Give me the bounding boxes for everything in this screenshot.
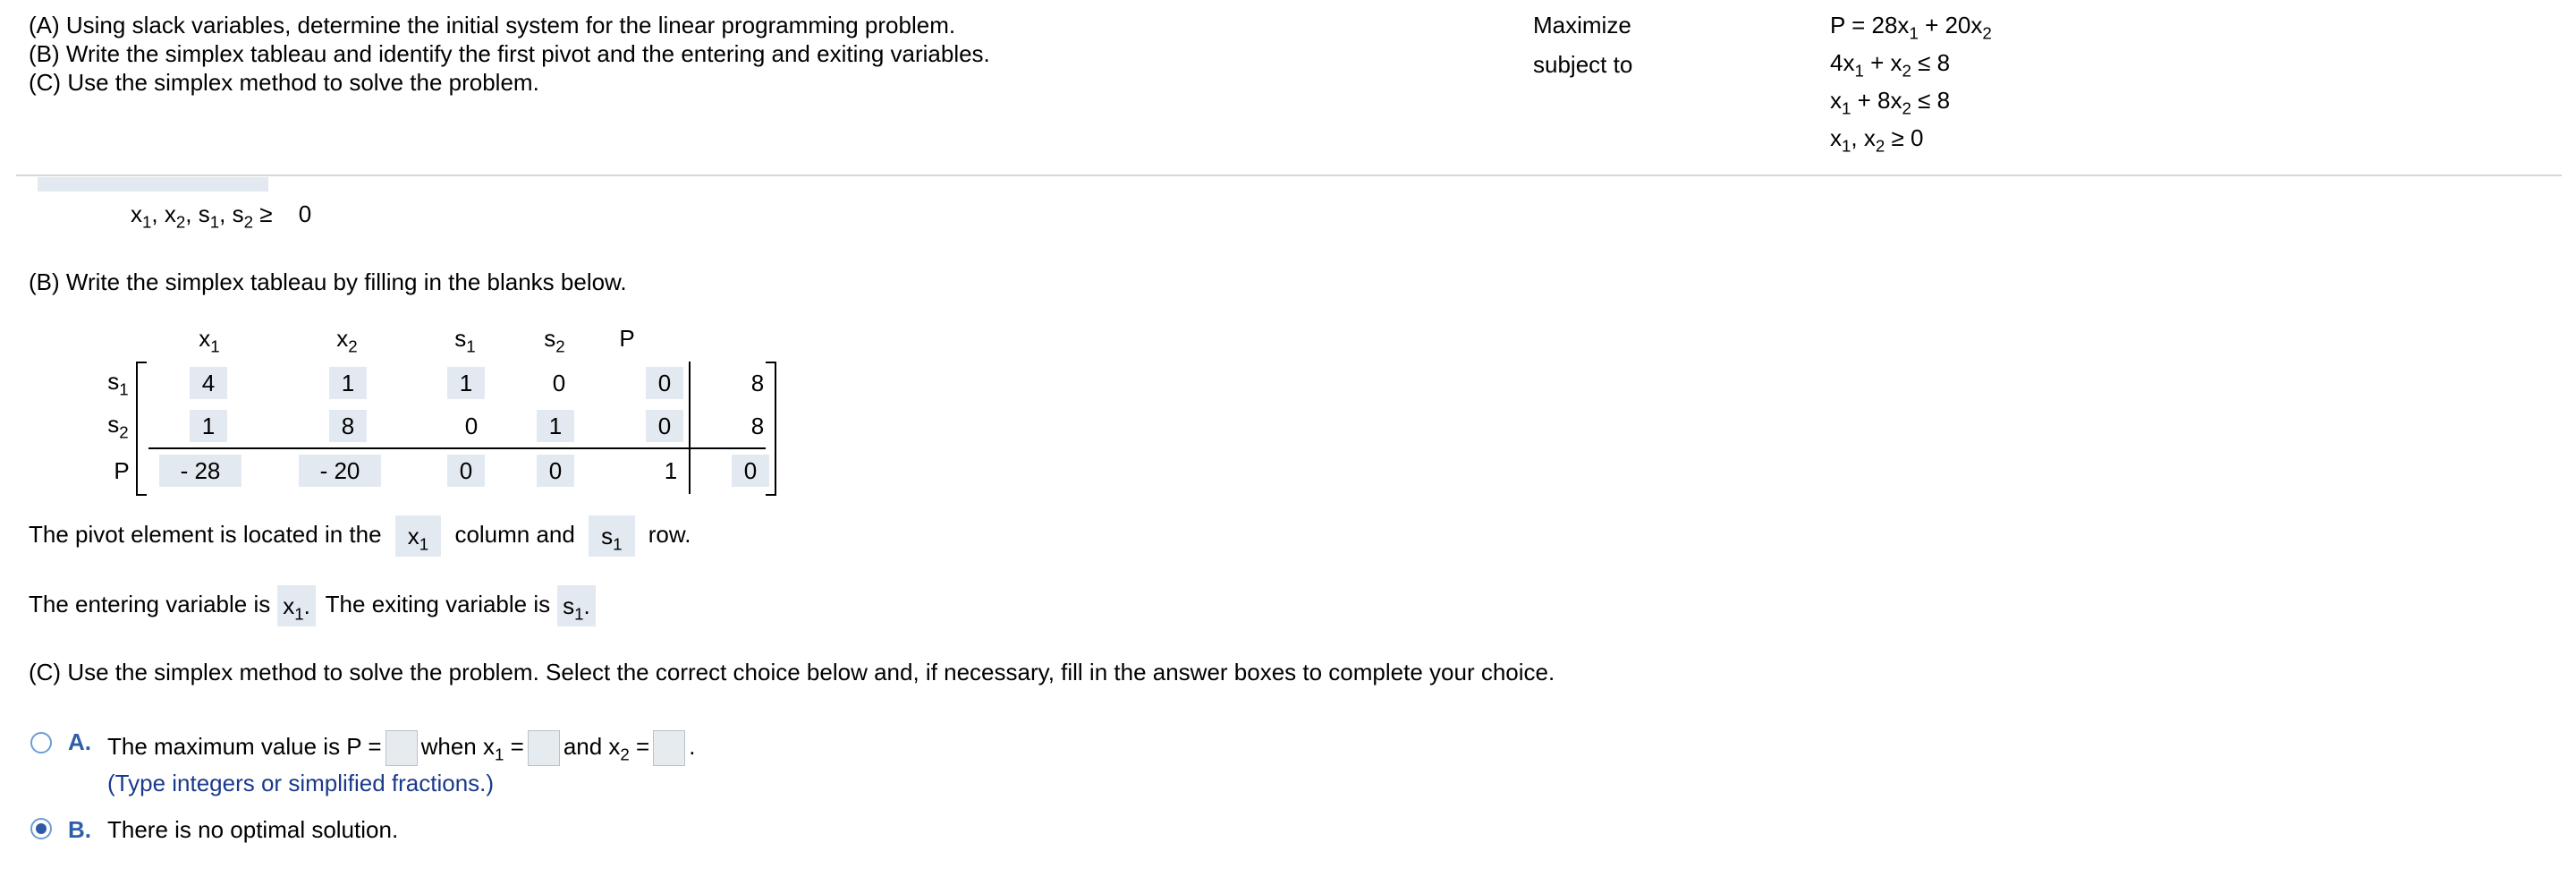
answer-box-x1[interactable]: [528, 730, 560, 766]
tableau-cell: 8: [750, 370, 765, 396]
tableau-cell[interactable]: 0: [447, 455, 485, 487]
answer-box-p[interactable]: [386, 730, 418, 766]
col-header-s2: $s_2$: [544, 325, 565, 356]
choice-a-letter: A.: [68, 728, 91, 755]
choice-a-note: (Type integers or simplified fractions.): [107, 770, 495, 796]
tableau-cell[interactable]: 0: [537, 455, 574, 487]
left-bracket: [136, 362, 147, 496]
pivot-column-answer[interactable]: $x_1$: [395, 515, 441, 557]
tableau-cell[interactable]: 0: [646, 367, 683, 399]
choice-b-letter: B.: [68, 816, 91, 843]
slack-nonnegativity: $x_1$, $x_2$, $s_1$, $s_2 \ge 0$: [131, 200, 312, 232]
tableau-cell[interactable]: 1: [190, 410, 227, 442]
tableau-cell[interactable]: - 28: [159, 455, 242, 487]
constraint-2: $x_1 + 8x_2 \le 8$: [1830, 87, 1951, 118]
answer-box-x2[interactable]: [653, 730, 685, 766]
objective-function: $P = 28x_1 + 20x_2$: [1830, 12, 1992, 43]
question-part-c: (C) Use the simplex method to solve the problem.: [29, 69, 539, 96]
tableau-cell: 0: [464, 413, 479, 439]
clipped-answer-row: [38, 177, 268, 192]
col-header-x2: $x_2$: [336, 325, 358, 356]
tableau-cell[interactable]: 1: [537, 410, 574, 442]
row-label-p: P: [114, 457, 130, 484]
col-header-s1: $s_1$: [454, 325, 476, 356]
part-c-prompt: (C) Use the simplex method to solve the problem. Select the correct choice below and, if necessary, fill in the answer boxes to complete your choice.: [29, 659, 1555, 685]
choice-b-text: There is no optimal solution.: [107, 816, 399, 843]
tableau-cell[interactable]: 1: [329, 367, 367, 399]
choice-b-radio[interactable]: [30, 818, 52, 839]
choice-a-text: The maximum value is P = when $x_1$ = and $x_2$ = .: [107, 727, 695, 766]
pivot-sentence: The pivot element is located in the $x_1$ column and $s_1$ row.: [29, 514, 691, 557]
question-part-a: (A) Using slack variables, determine the initial system for the linear programming problem.: [29, 12, 956, 38]
tableau-cell[interactable]: 1: [447, 367, 485, 399]
rhs-separator: [689, 362, 691, 494]
split-divider[interactable]: [16, 175, 2562, 176]
tableau-cell[interactable]: 8: [329, 410, 367, 442]
tableau-cell: 0: [552, 370, 566, 396]
tableau-cell[interactable]: 0: [646, 410, 683, 442]
tableau-cell: 8: [750, 413, 765, 439]
tableau-cell[interactable]: - 20: [299, 455, 381, 487]
constraint-1: $4x_1 + x_2 \le 8$: [1830, 49, 1951, 81]
entering-exiting-sentence: The entering variable is $x_1$. The exiting variable is $s_1$.: [29, 583, 596, 626]
entering-variable-answer[interactable]: $x_1$.: [277, 585, 316, 626]
col-header-x1: $x_1$: [199, 325, 220, 356]
part-b-prompt: (B) Write the simplex tableau by filling in the blanks below.: [29, 268, 627, 295]
maximize-label: Maximize: [1533, 12, 1631, 38]
objective-separator: [148, 447, 766, 449]
subject-to-label: subject to: [1533, 51, 1633, 78]
choice-a-radio[interactable]: [30, 732, 52, 754]
tableau-cell: 1: [664, 457, 678, 484]
exiting-variable-answer[interactable]: $s_1$.: [557, 585, 596, 626]
tableau-cell[interactable]: 4: [190, 367, 227, 399]
tableau-cell[interactable]: 0: [732, 455, 769, 487]
question-part-b: (B) Write the simplex tableau and identify the first pivot and the entering and exiting variables.: [29, 40, 990, 67]
constraint-nonnegativity: $x_1$, $x_2 \ge 0$: [1830, 124, 1924, 156]
col-header-p: P: [619, 325, 635, 352]
row-label-s2: $s_2$: [107, 411, 129, 442]
pivot-row-answer[interactable]: $s_1$: [589, 515, 634, 557]
row-label-s1: $s_1$: [107, 368, 129, 399]
